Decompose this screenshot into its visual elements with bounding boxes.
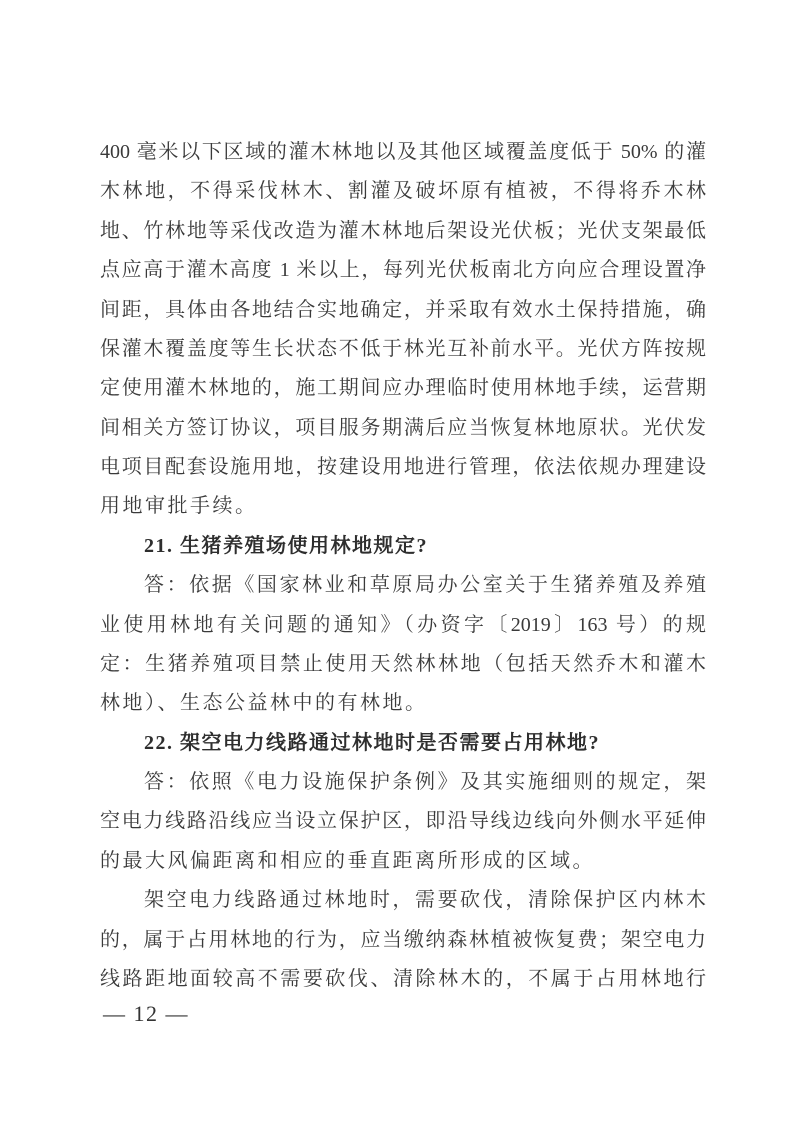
answer-line: 定：生猪养殖项目禁止使用天然林林地（包括天然乔木和灌木 bbox=[100, 652, 706, 675]
paragraph-line: 用地审批手续。 bbox=[100, 495, 258, 518]
paragraph-line: 保灌木覆盖度等生长状态不低于林光互补前水平。光伏方阵按规 bbox=[100, 337, 706, 360]
answer-line: 答：依照《电力设施保护条例》及其实施细则的规定，架 bbox=[144, 771, 706, 793]
paragraph-line: 木林地，不得采伐林木、割灌及破坏原有植被，不得将乔木林 bbox=[100, 180, 706, 203]
answer-line: 业使用林地有关问题的通知》（办资字〔2019〕163 号）的规 bbox=[100, 613, 706, 636]
question-21-heading: 21. 生猪养殖场使用林地规定? bbox=[144, 534, 428, 557]
paragraph-line: 间相关方签订协议，项目服务期满后应当恢复林地原状。光伏发 bbox=[100, 416, 706, 439]
answer-line: 架空电力线路通过林地时，需要砍伐，清除保护区内林木 bbox=[144, 889, 706, 912]
question-22-heading: 22. 架空电力线路通过林地时是否需要占用林地? bbox=[144, 731, 600, 754]
text-block bbox=[100, 133, 706, 999]
answer-line: 林地）、生态公益林中的有林地。 bbox=[100, 692, 428, 715]
paragraph-line: 400 毫米以下区域的灌木林地以及其他区域覆盖度低于 50% 的灌 bbox=[100, 141, 706, 163]
answer-line: 空电力线路沿线应当设立保护区，即沿导线边线向外侧水平延伸 bbox=[100, 810, 706, 833]
answer-line: 答：依据《国家林业和草原局办公室关于生猪养殖及养殖 bbox=[144, 574, 706, 597]
answer-line: 线路距地面较高不需要砍伐、清除林木的，不属于占用林地行 bbox=[100, 967, 706, 990]
paragraph-line: 间距，具体由各地结合实地确定，并采取有效水土保持措施，确 bbox=[100, 298, 706, 321]
answer-line: 的，属于占用林地的行为，应当缴纳森林植被恢复费；架空电力 bbox=[100, 928, 706, 951]
paragraph-line: 电项目配套设施用地，按建设用地进行管理，依法依规办理建设 bbox=[100, 456, 706, 478]
paragraph-line: 定使用灌木林地的，施工期间应办理临时使用林地手续，运营期 bbox=[100, 377, 706, 400]
paragraph-line: 点应高于灌木高度 1 米以上，每列光伏板南北方向应合理设置净 bbox=[100, 259, 706, 282]
answer-line: 的最大风偏距离和相应的垂直距离所形成的区域。 bbox=[100, 849, 595, 872]
paragraph-line: 地、竹林地等采伐改造为灌木林地后架设光伏板；光伏支架最低 bbox=[100, 219, 706, 242]
page-number: — 12 — bbox=[103, 1001, 189, 1026]
